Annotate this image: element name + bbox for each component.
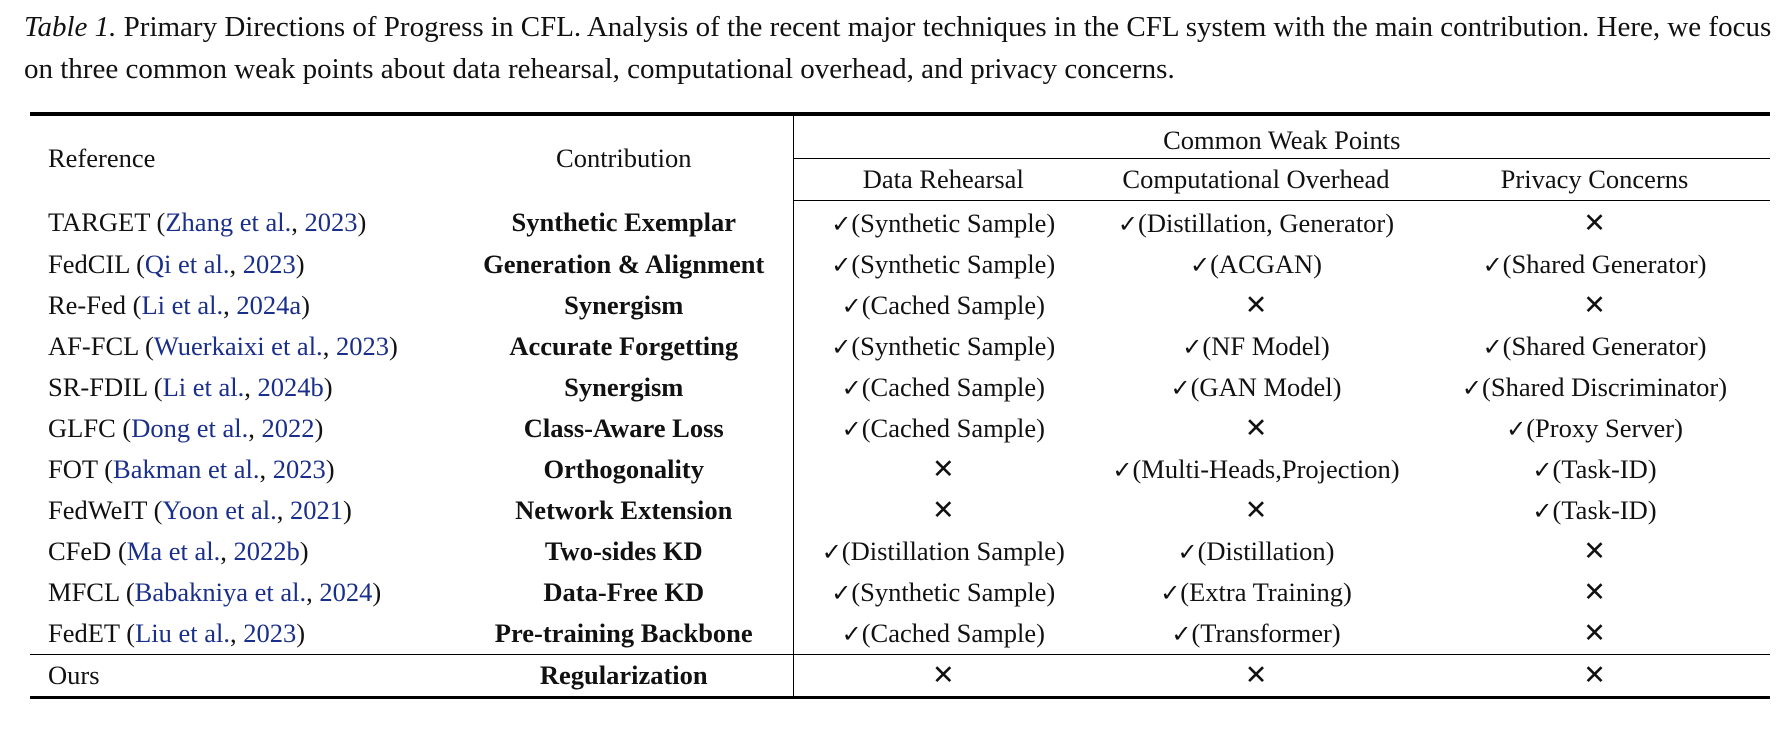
citation-year-link[interactable]: 2022b bbox=[233, 535, 300, 566]
data-rehearsal-cell bbox=[793, 367, 1093, 408]
data-rehearsal-note: (Distillation Sample) bbox=[841, 535, 1065, 566]
cross-icon: ✕ bbox=[931, 494, 955, 526]
cross-icon: ✕ bbox=[1583, 207, 1606, 239]
check-icon: ✓ bbox=[1532, 496, 1553, 525]
check-icon: ✓ bbox=[1532, 455, 1553, 484]
privacy-concerns-cell bbox=[1419, 531, 1770, 572]
citation-author-link[interactable]: Bakman et al. bbox=[113, 453, 260, 484]
contribution-cell: Network Extension bbox=[515, 494, 733, 525]
cross-icon: ✕ bbox=[1244, 659, 1268, 691]
contribution-cell: Synergism bbox=[564, 371, 684, 402]
computational-overhead-cell bbox=[1093, 285, 1419, 326]
data-rehearsal-note: (Cached Sample) bbox=[861, 371, 1045, 402]
header-common-weak-points: Common Weak Points bbox=[793, 114, 1770, 159]
cross-icon: ✕ bbox=[931, 659, 955, 691]
cross-icon: ✕ bbox=[931, 453, 955, 485]
citation-year-link[interactable]: 2024 bbox=[319, 576, 373, 607]
check-icon: ✓ bbox=[841, 414, 862, 443]
table-row bbox=[30, 367, 1770, 408]
check-icon: ✓ bbox=[841, 373, 862, 402]
computational-overhead-cell bbox=[1093, 654, 1419, 697]
computational-overhead-cell bbox=[1093, 613, 1419, 655]
privacy-concerns-cell bbox=[1419, 613, 1770, 655]
check-icon: ✓ bbox=[821, 537, 842, 566]
computational-overhead-note: (Distillation, Generator) bbox=[1138, 207, 1395, 238]
cross-icon: ✕ bbox=[1244, 412, 1268, 444]
computational-overhead-cell bbox=[1093, 531, 1419, 572]
computational-overhead-cell bbox=[1093, 200, 1419, 244]
reference-cell: TARGET (Zhang et al., 2023) bbox=[48, 207, 367, 238]
privacy-concerns-cell bbox=[1419, 654, 1770, 697]
reference-cell: Re-Fed (Li et al., 2024a) bbox=[48, 289, 310, 320]
check-icon: ✓ bbox=[831, 250, 852, 279]
privacy-concerns-note: (Proxy Server) bbox=[1526, 412, 1683, 443]
data-rehearsal-note: (Synthetic Sample) bbox=[851, 576, 1056, 607]
computational-overhead-note: (ACGAN) bbox=[1210, 248, 1322, 279]
privacy-concerns-cell bbox=[1419, 244, 1770, 285]
table-body bbox=[30, 200, 1770, 697]
comparison-table bbox=[30, 112, 1770, 699]
check-icon: ✓ bbox=[1112, 455, 1133, 484]
check-icon: ✓ bbox=[1160, 578, 1181, 607]
privacy-concerns-cell bbox=[1419, 326, 1770, 367]
data-rehearsal-note: (Cached Sample) bbox=[861, 412, 1045, 443]
caption-text: Primary Directions of Progress in CFL. Analysis of the recent major techniques in the CFL system with the main contribution. Here, we focus on three common weak points about data rehearsal, computational overhead, and privacy concerns. bbox=[24, 11, 1772, 85]
table-row bbox=[30, 531, 1770, 572]
cross-icon: ✕ bbox=[1244, 494, 1268, 526]
citation-author-link[interactable]: Yoon et al. bbox=[162, 494, 277, 525]
contribution-cell: Orthogonality bbox=[543, 453, 704, 484]
table-row bbox=[30, 490, 1770, 531]
check-icon: ✓ bbox=[1177, 537, 1198, 566]
method-name: SR-FDIL bbox=[48, 371, 148, 402]
data-rehearsal-cell bbox=[793, 490, 1093, 531]
reference-cell: Ours bbox=[30, 654, 455, 697]
header-privacy-concerns: Privacy Concerns bbox=[1419, 159, 1770, 200]
data-rehearsal-cell bbox=[793, 408, 1093, 449]
computational-overhead-cell bbox=[1093, 367, 1419, 408]
data-rehearsal-cell bbox=[793, 572, 1093, 613]
computational-overhead-cell bbox=[1093, 244, 1419, 285]
table-row bbox=[30, 285, 1770, 326]
data-rehearsal-cell bbox=[793, 326, 1093, 367]
privacy-concerns-note: (Shared Discriminator) bbox=[1482, 371, 1728, 402]
citation-year-link[interactable]: 2023 bbox=[272, 453, 326, 484]
data-rehearsal-note: (Cached Sample) bbox=[861, 289, 1045, 320]
header-computational-overhead: Computational Overhead bbox=[1093, 159, 1419, 200]
method-name: MFCL bbox=[48, 576, 120, 607]
check-icon: ✓ bbox=[831, 209, 852, 238]
reference-cell: CFeD (Ma et al., 2022b) bbox=[48, 535, 309, 566]
citation-author-link[interactable]: Li et al. bbox=[162, 371, 245, 402]
cross-icon: ✕ bbox=[1583, 617, 1606, 649]
cross-icon: ✕ bbox=[1244, 289, 1268, 321]
method-name: AF-FCL bbox=[48, 330, 139, 361]
citation-year-link[interactable]: 2021 bbox=[290, 494, 343, 525]
check-icon: ✓ bbox=[1506, 414, 1527, 443]
contribution-cell: Two-sides KD bbox=[544, 535, 703, 566]
table-row bbox=[30, 244, 1770, 285]
citation-author-link[interactable]: Babakniya et al. bbox=[134, 576, 307, 607]
privacy-concerns-note: (Shared Generator) bbox=[1502, 330, 1707, 361]
citation-author-link[interactable]: Zhang et al. bbox=[165, 207, 292, 238]
citation-author-link[interactable]: Wuerkaixi et al. bbox=[153, 330, 323, 361]
privacy-concerns-note: (Shared Generator) bbox=[1502, 248, 1707, 279]
computational-overhead-note: (GAN Model) bbox=[1190, 371, 1342, 402]
method-name: FedWeIT bbox=[48, 494, 147, 525]
citation-year-link[interactable]: 2023 bbox=[304, 207, 358, 238]
check-icon: ✓ bbox=[831, 332, 852, 361]
privacy-concerns-cell bbox=[1419, 408, 1770, 449]
cross-icon: ✕ bbox=[1583, 659, 1606, 691]
citation-year-link[interactable]: 2024a bbox=[236, 289, 302, 320]
data-rehearsal-note: (Cached Sample) bbox=[861, 617, 1045, 648]
computational-overhead-cell bbox=[1093, 490, 1419, 531]
contribution-cell: Data-Free KD bbox=[543, 576, 705, 607]
data-rehearsal-cell bbox=[793, 449, 1093, 490]
check-icon: ✓ bbox=[1170, 373, 1191, 402]
table-row-ours bbox=[30, 654, 1770, 697]
check-icon: ✓ bbox=[1461, 373, 1483, 402]
check-icon: ✓ bbox=[1182, 332, 1203, 361]
computational-overhead-note: (Transformer) bbox=[1191, 617, 1341, 648]
privacy-concerns-cell bbox=[1419, 285, 1770, 326]
data-rehearsal-note: (Synthetic Sample) bbox=[851, 248, 1056, 279]
citation-author-link[interactable]: Ma et al. bbox=[126, 535, 221, 566]
cross-icon: ✕ bbox=[1583, 289, 1606, 321]
privacy-concerns-cell bbox=[1419, 449, 1770, 490]
privacy-concerns-cell bbox=[1419, 367, 1770, 408]
check-icon: ✓ bbox=[1190, 250, 1211, 279]
reference-cell: FedCIL (Qi et al., 2023) bbox=[48, 248, 305, 279]
contribution-cell: Synergism bbox=[564, 289, 684, 320]
method-name: Re-Fed bbox=[48, 289, 127, 320]
privacy-concerns-cell bbox=[1419, 572, 1770, 613]
caption-label: Table 1. bbox=[24, 11, 117, 43]
reference-cell: MFCL (Babakniya et al., 2024) bbox=[48, 576, 382, 607]
method-name: TARGET bbox=[48, 207, 150, 238]
contribution-cell: Class-Aware Loss bbox=[523, 412, 724, 443]
check-icon: ✓ bbox=[841, 291, 862, 320]
data-rehearsal-cell bbox=[793, 285, 1093, 326]
data-rehearsal-note: (Synthetic Sample) bbox=[851, 207, 1056, 238]
computational-overhead-note: (Extra Training) bbox=[1180, 576, 1352, 607]
contribution-cell: Generation & Alignment bbox=[483, 248, 765, 279]
method-name: CFeD bbox=[48, 535, 112, 566]
privacy-concerns-cell bbox=[1419, 200, 1770, 244]
contribution-cell: Regularization bbox=[455, 654, 793, 697]
citation-year-link[interactable]: 2024b bbox=[257, 371, 324, 402]
privacy-concerns-note: (Task-ID) bbox=[1552, 453, 1657, 484]
reference-cell: FOT (Bakman et al., 2023) bbox=[48, 453, 335, 484]
computational-overhead-note: (Multi-Heads,Projection) bbox=[1132, 453, 1400, 484]
method-name: FOT bbox=[48, 453, 98, 484]
method-name: FedET bbox=[48, 617, 120, 648]
data-rehearsal-cell bbox=[793, 613, 1093, 655]
citation-year-link[interactable]: 2022 bbox=[261, 412, 315, 443]
check-icon: ✓ bbox=[1171, 619, 1192, 648]
check-icon: ✓ bbox=[831, 578, 852, 607]
computational-overhead-cell bbox=[1093, 408, 1419, 449]
header-contribution: Contribution bbox=[556, 142, 692, 173]
table-row bbox=[30, 200, 1770, 244]
cross-icon: ✕ bbox=[1583, 535, 1606, 567]
citation-year-link[interactable]: 2023 bbox=[242, 248, 296, 279]
citation-author-link[interactable]: Li et al. bbox=[141, 289, 224, 320]
data-rehearsal-cell bbox=[793, 531, 1093, 572]
computational-overhead-cell bbox=[1093, 326, 1419, 367]
contribution-cell: Accurate Forgetting bbox=[509, 330, 739, 361]
citation-author-link[interactable]: Dong et al. bbox=[131, 412, 249, 443]
data-rehearsal-cell bbox=[793, 200, 1093, 244]
computational-overhead-cell bbox=[1093, 449, 1419, 490]
check-icon: ✓ bbox=[841, 619, 862, 648]
header-reference: Reference bbox=[48, 142, 156, 173]
table-row bbox=[30, 613, 1770, 655]
reference-cell: FedWeIT (Yoon et al., 2021) bbox=[48, 494, 352, 525]
header-row-1 bbox=[30, 114, 1770, 159]
method-name: GLFC bbox=[48, 412, 116, 443]
contribution-cell: Synthetic Exemplar bbox=[511, 207, 736, 238]
reference-cell: GLFC (Dong et al., 2022) bbox=[48, 412, 324, 443]
reference-cell: FedET (Liu et al., 2023) bbox=[48, 617, 306, 648]
comparison-table-container bbox=[30, 112, 1770, 699]
reference-cell: SR-FDIL (Li et al., 2024b) bbox=[48, 371, 333, 402]
privacy-concerns-cell bbox=[1419, 490, 1770, 531]
computational-overhead-cell bbox=[1093, 572, 1419, 613]
computational-overhead-note: (Distillation) bbox=[1197, 535, 1335, 566]
check-icon: ✓ bbox=[1117, 209, 1138, 238]
data-rehearsal-note: (Synthetic Sample) bbox=[851, 330, 1056, 361]
table-row bbox=[30, 572, 1770, 613]
cross-icon: ✕ bbox=[1583, 576, 1606, 608]
check-icon: ✓ bbox=[1482, 332, 1503, 361]
table-row bbox=[30, 408, 1770, 449]
data-rehearsal-cell bbox=[793, 654, 1093, 697]
table-row bbox=[30, 326, 1770, 367]
citation-year-link[interactable]: 2023 bbox=[243, 617, 297, 648]
method-name: FedCIL bbox=[48, 248, 130, 279]
citation-author-link[interactable]: Qi et al. bbox=[144, 248, 230, 279]
citation-year-link[interactable]: 2023 bbox=[335, 330, 389, 361]
privacy-concerns-note: (Task-ID) bbox=[1552, 494, 1657, 525]
header-data-rehearsal: Data Rehearsal bbox=[793, 159, 1093, 200]
computational-overhead-note: (NF Model) bbox=[1202, 330, 1330, 361]
reference-cell: AF-FCL (Wuerkaixi et al., 2023) bbox=[48, 330, 398, 361]
check-icon: ✓ bbox=[1482, 250, 1503, 279]
contribution-cell: Pre-training Backbone bbox=[494, 617, 753, 648]
table-caption bbox=[24, 6, 1774, 90]
data-rehearsal-cell bbox=[793, 244, 1093, 285]
citation-author-link[interactable]: Liu et al. bbox=[135, 617, 231, 648]
table-row bbox=[30, 449, 1770, 490]
